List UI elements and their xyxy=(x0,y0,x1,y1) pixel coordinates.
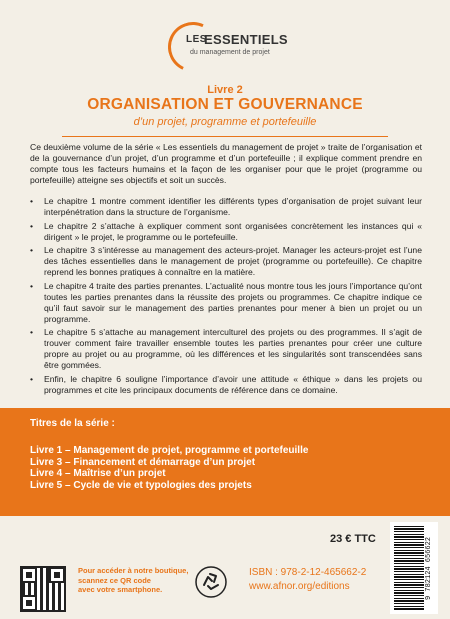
list-item-text: Le chapitre 3 s’intéresse au management des acteurs-projet. Manager les acteurs-projet est l’une des tâches essentielles dans le management de projet (programme ou portefeuille). Ce chapitre reprend les bonnes pratiques à connaître en la matière. xyxy=(44,245,422,277)
bullet-icon: • xyxy=(30,245,34,255)
logo-subtitle: du management de projet xyxy=(190,49,270,56)
list-item xyxy=(30,374,422,396)
bullet-icon: • xyxy=(30,327,34,337)
bullet-icon: • xyxy=(30,196,34,206)
barcode-digits: 9 782124 656622 xyxy=(425,536,433,600)
qr-finder-icon xyxy=(49,567,65,583)
list-item xyxy=(30,245,422,278)
series-item: Livre 1 – Management de projet, programme et portefeuille xyxy=(30,445,309,456)
list-item xyxy=(30,196,422,218)
book-subtitle: d’un projet, programme et portefeuille xyxy=(133,116,317,128)
publisher-url: www.afnor.org/editions xyxy=(249,581,350,592)
chapter-list xyxy=(30,196,422,398)
series-logo xyxy=(168,22,288,72)
list-item xyxy=(30,281,422,325)
qr-code-icon xyxy=(20,566,66,612)
list-item-text: Le chapitre 5 s’attache au management interculturel des projets ou des programmes. Il s’agit de trouver comment faire travailler ensemble toutes les parties prenantes pour créer une culture propre au projet ou au programme, où les différences et les singularités sont transcendées sans être gommées. xyxy=(44,327,422,370)
recycle-icon xyxy=(194,565,228,599)
bullet-icon: • xyxy=(30,373,34,384)
qr-finder-icon xyxy=(21,595,37,611)
book-number: Livre 2 xyxy=(207,84,243,96)
qr-caption xyxy=(78,566,188,595)
title-divider xyxy=(62,136,388,137)
barcode-bars-icon xyxy=(394,526,424,610)
intro-paragraph: Ce deuxième volume de la série « Les essentiels du management de projet » traite de l’organisation et de la gouvernance d’un projet, d’un programme et d’un portefeuille ; il explique comment prendre en compte tous les facteurs humains et la façon de les organiser pour que le projet (programme ou portefeuille) atteigne ses objectifs et soit un succès. xyxy=(30,142,422,185)
isbn: ISBN : 978-2-12-465662-2 xyxy=(249,567,367,578)
list-item xyxy=(30,327,422,371)
qr-finder-icon xyxy=(21,567,37,583)
barcode xyxy=(390,522,438,614)
list-item-text: Le chapitre 1 montre comment identifier les différents types d’organisation de projet suivant leur interpénétration dans la structure de l’organisme. xyxy=(44,196,422,217)
price: 23 € TTC xyxy=(330,533,376,545)
series-item: Livre 5 – Cycle de vie et typologies des projets xyxy=(30,479,252,491)
series-item: Livre 4 – Maîtrise d’un projet xyxy=(30,468,166,479)
qr-caption-line: Pour accéder à notre boutique, xyxy=(78,566,189,575)
bullet-icon: • xyxy=(30,280,34,291)
series-band xyxy=(0,408,450,516)
logo-les: LES xyxy=(186,34,207,45)
logo-essentiels: ESSENTIELS xyxy=(204,32,288,47)
list-item xyxy=(30,221,422,243)
qr-caption-line: scannez ce QR code xyxy=(78,575,151,585)
series-item: Livre 3 – Financement et démarrage d’un projet xyxy=(30,456,256,468)
list-item-text: Enfin, le chapitre 6 souligne l’importance d’avoir une attitude « éthique » dans les projets ou programmes et cite les principaux documents de référence dans ce domaine. xyxy=(44,373,422,395)
series-list xyxy=(30,445,308,491)
list-item-text: Le chapitre 4 traite des parties prenantes. L’actualité nous montre tous les jours l’importance qu’ont toutes les parties prenantes dans la réussite des projets ou programmes. Ce chapitre indique ce qu’il faut savoir sur le management des parties prenantes pour mener à bien un projet ou un programme. xyxy=(44,280,422,324)
qr-caption-line: avec votre smartphone. xyxy=(78,585,163,594)
bullet-icon: • xyxy=(30,220,34,231)
series-heading: Titres de la série : xyxy=(30,418,115,429)
book-title: ORGANISATION ET GOUVERNANCE xyxy=(87,96,363,113)
list-item-text: Le chapitre 2 s’attache à expliquer comment sont organisées concrètement les instances qui « dirigent » le projet, le programme ou le portefeuille. xyxy=(44,220,422,242)
